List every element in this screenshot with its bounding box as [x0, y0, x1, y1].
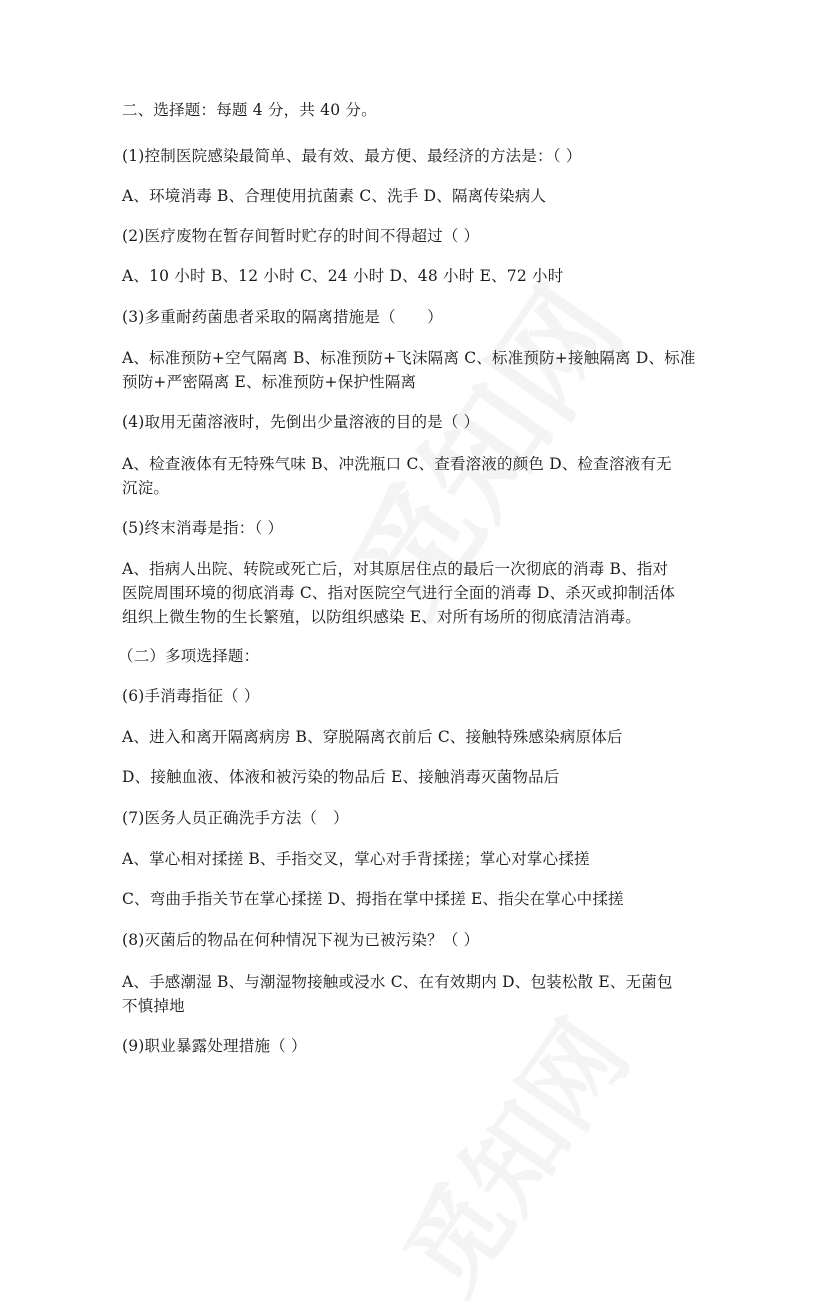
answer-8-line-2: 不慎掉地 [122, 997, 185, 1015]
question-2: (2)医疗废物在暂存间暂时贮存的时间不得超过（ ） [122, 227, 480, 245]
answer-8-line-1: A、手感潮湿 B、与潮湿物接触或浸水 C、在有效期内 D、包装松散 E、无菌包 [122, 973, 673, 991]
question-7: (7)医务人员正确洗手方法（ ） [122, 809, 349, 827]
question-9: (9)职业暴露处理措施（ ） [122, 1037, 307, 1055]
question-5: (5)终末消毒是指：（ ） [122, 519, 284, 537]
answer-7-line-2: C、弯曲手指关节在掌心揉搓 D、拇指在掌中揉搓 E、指尖在掌心中揉搓 [122, 890, 624, 908]
answer-7-line-1: A、掌心相对揉搓 B、手指交叉，掌心对手背揉搓；掌心对掌心揉搓 [122, 850, 590, 868]
question-6: (6)手消毒指征（ ） [122, 687, 260, 705]
section-title: 二、选择题：每题 4 分，共 40 分。 [122, 101, 377, 119]
question-8: (8)灭菌后的物品在何种情况下视为已被污染？（ ） [122, 931, 480, 949]
answer-2: A、10 小时 B、12 小时 C、24 小时 D、48 小时 E、72 小时 [122, 267, 564, 285]
answer-4-line-1: A、检查液体有无特殊气味 B、冲洗瓶口 C、查看溶液的颜色 D、检查溶液有无 [122, 455, 672, 473]
answer-3-line-1: A、标准预防+空气隔离 B、标准预防+飞沫隔离 C、标准预防+接触隔离 D、标准 [122, 349, 696, 367]
answer-5-line-3: 组织上微生物的生长繁殖，以防组织感染 E、对所有场所的彻底清洁消毒。 [122, 608, 642, 626]
question-3: (3)多重耐药菌患者采取的隔离措施是（ ） [122, 308, 443, 326]
answer-5-line-2: 医院周围环境的彻底消毒 C、指对医院空气进行全面的消毒 D、杀灭或抑制活体 [122, 584, 676, 602]
question-1: (1)控制医院感染最简单、最有效、最方便、最经济的方法是：（ ） [122, 147, 582, 165]
answer-6-line-2: D、接触血液、体液和被污染的物品后 E、接触消毒灭菌物品后 [122, 768, 560, 786]
answer-1: A、环境消毒 B、合理使用抗菌素 C、洗手 D、隔离传染病人 [122, 187, 547, 205]
answer-4-line-2: 沉淀。 [122, 479, 170, 497]
answer-3-line-2: 预防+严密隔离 E、标准预防+保护性隔离 [122, 373, 417, 391]
sub-section-title: （二）多项选择题： [118, 647, 260, 665]
answer-5-line-1: A、指病人出院、转院或死亡后，对其原居住点的最后一次彻底的消毒 B、指对 [122, 560, 669, 578]
question-4: (4)取用无菌溶液时，先倒出少量溶液的目的是（ ） [122, 413, 480, 431]
answer-6-line-1: A、进入和离开隔离病房 B、穿脱隔离衣前后 C、接触特殊感染病原体后 [122, 728, 623, 746]
